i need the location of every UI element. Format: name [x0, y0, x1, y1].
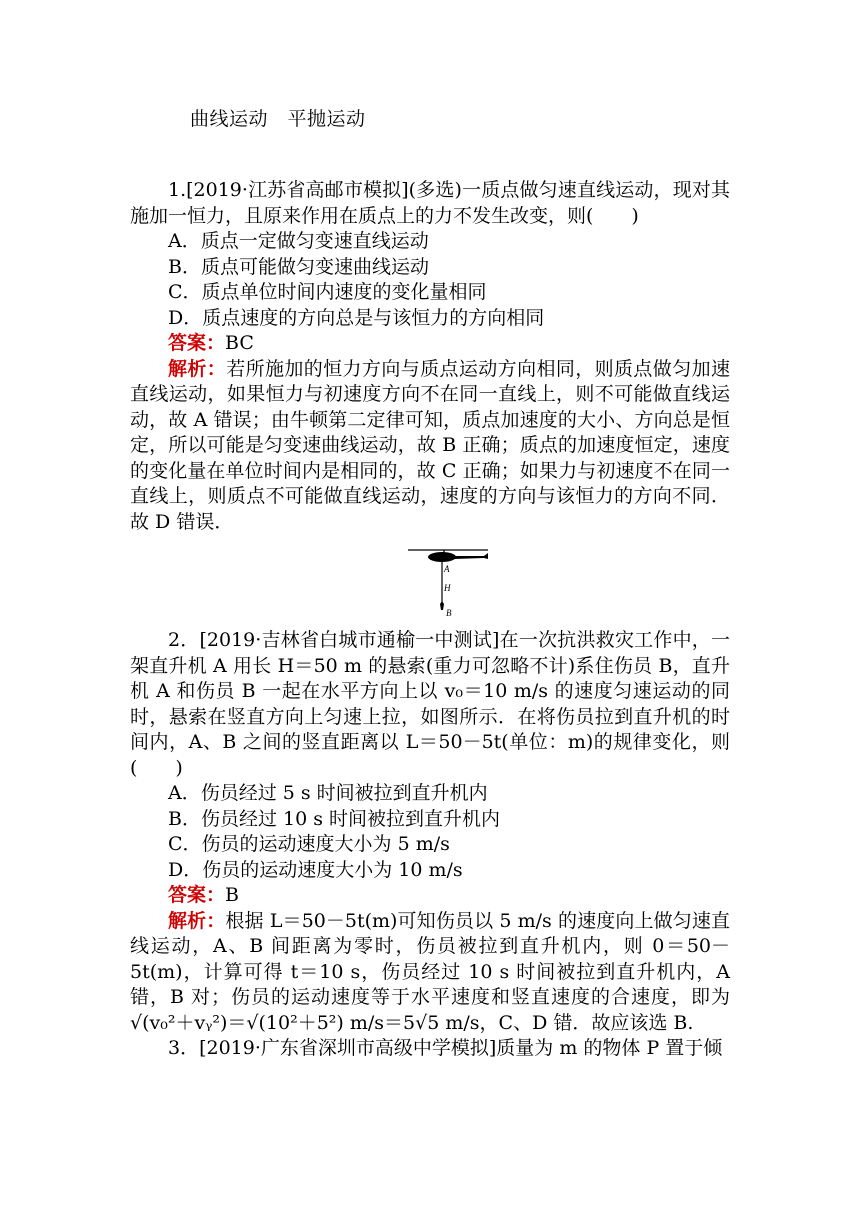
question-2-option-d: D．伤员的运动速度大小为 10 m/s [168, 858, 463, 881]
answer-value: BC [225, 332, 254, 354]
answer-label: 答案： [168, 884, 226, 906]
answer-value: B [225, 884, 239, 906]
label-a: A [444, 564, 450, 574]
question-2-option-b: B．伤员经过 10 s 时间被拉到直升机内 [168, 807, 501, 830]
question-2-stem: 2．[2019·吉林省白城市通榆一中测试]在一次抗洪救灾工作中，一架直升机 A 用长 H＝50 m 的悬索(重力可忽略不计)系住伤员 B，直升机 A 和伤员 B 一起在水平方向上以 v₀＝10 m/s 的速度匀速运动的同时，悬索在竖直方向上匀速上拉，如图所示．在将伤员拉到直升机的时间内，A、B 之间的竖直距离以 L＝50－5t(单位：m)的规律变化，则( ) [130, 629, 730, 779]
explanation-text: 若所施加的恒力方向与质点运动方向相同，则质点做匀加速直线运动，如果恒力与初速度方向不在同一直线上，则不可能做直线运动，故 A 错误；由牛顿第二定律可知，质点加速度的大小、方向总是恒定，所以可能是匀变速曲线运动，故 B 正确；质点的加速度恒定，速度的变化量在单位时间内是相同的，故 C 正确；如果力与初速度不在同一直线上，则质点不可能做直线运动，速度的方向与该恒力的方向不同．故 D 错误． [130, 357, 730, 533]
question-1-option-a: A．质点一定做匀变速直线运动 [168, 230, 429, 252]
question-1-answer [130, 331, 730, 357]
helicopter-figure [404, 544, 494, 622]
question-1-option-d: D．质点速度的方向总是与该恒力的方向相同 [168, 306, 545, 329]
explanation-label: 解析： [168, 909, 226, 932]
label-h: H [444, 583, 451, 593]
question-1-explanation [130, 357, 730, 536]
helicopter-diagram [404, 544, 494, 622]
explanation-label: 解析： [168, 357, 227, 380]
question-2-option-c: C．伤员的运动速度大小为 5 m/s [168, 833, 450, 855]
question-2-explanation [130, 909, 730, 1037]
question-1-option-b: B．质点可能做匀变速曲线运动 [168, 255, 429, 278]
explanation-text: 根据 L＝50－5t(m)可知伤员以 5 m/s 的速度向上做匀速直线运动，A、B 间距离为零时，伤员被拉到直升机内，则 0＝50－5t(m)，计算可得 t＝10 s，伤员经过 10 s 时间被拉到直升机内，A 错，B 对；伤员的运动速度等于水平速度和竖直速度的合速度，即为√(v₀²＋vᵧ²)＝√(10²＋5²) m/s＝5√5 m/s，C、D 错．故应该选 B. [130, 909, 730, 1034]
question-2-option-a: A．伤员经过 5 s 时间被拉到直升机内 [168, 782, 488, 804]
question-2 [130, 628, 730, 1062]
question-1-option-c: C．质点单位时间内速度的变化量相同 [168, 281, 487, 303]
page-title: 曲线运动 平抛运动 [190, 108, 366, 130]
question-1-stem: 1.[2019·江苏省高邮市模拟](多选)一质点做匀速直线运动，现对其施加一恒力，且原来作用在质点上的力不发生改变，则( ) [130, 179, 730, 227]
question-3-stem: 3．[2019·广东省深圳市高级中学模拟]质量为 m 的物体 P 置于倾 [168, 1037, 723, 1059]
answer-label: 答案： [168, 332, 226, 354]
question-2-answer [130, 883, 730, 909]
label-b: B [446, 608, 452, 618]
question-1 [130, 178, 730, 535]
